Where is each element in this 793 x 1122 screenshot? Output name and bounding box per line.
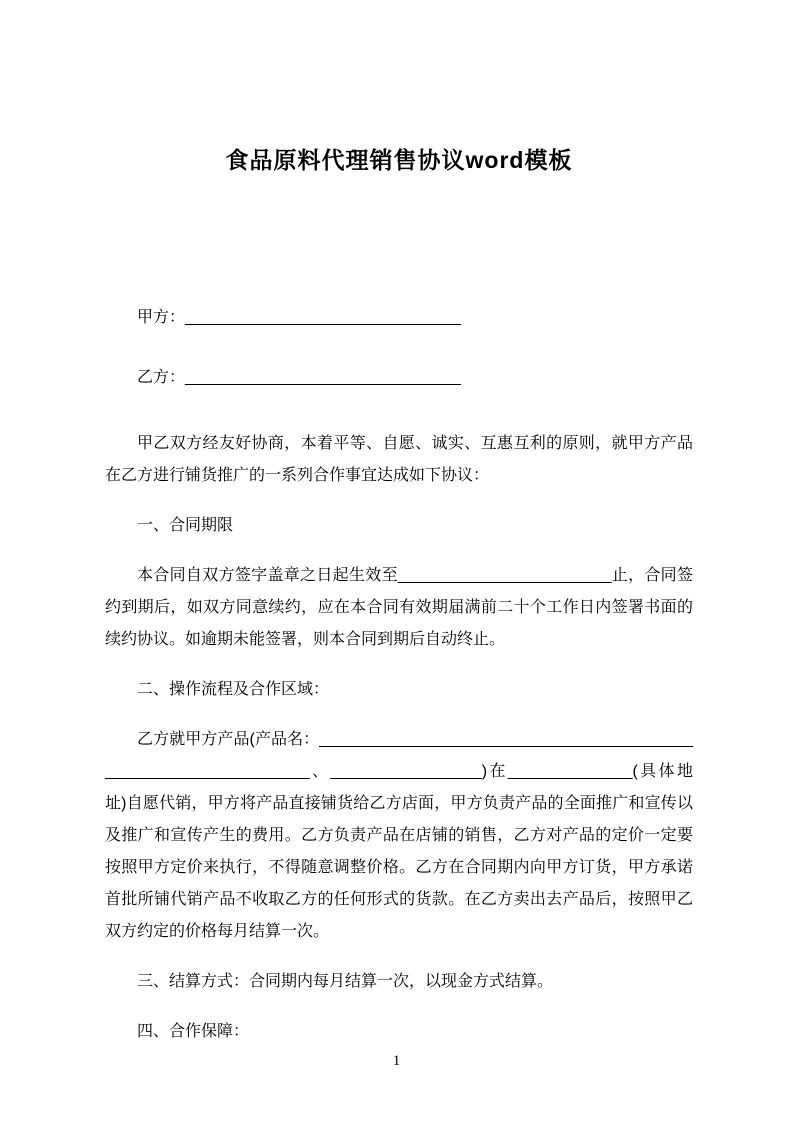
document-title: 食品原料代理销售协议word模板: [225, 147, 573, 173]
section2-heading: 二、操作流程及合作区域：: [137, 680, 330, 698]
section1-heading: 一、合同期限: [137, 516, 234, 534]
section1-body: 本合同自双方签字盖章之日起生效至________________________止，合同签约到期后，如双方同意续约，应在本合同有效期届满前二十个工作日内签署书面的续约协议。如逾期未能签署，则本合同到期后自动终止。: [105, 566, 693, 648]
document-content: [105, 0, 693, 1066]
section3-body: 三、结算方式：合同期内每月结算一次，以现金方式结算。: [137, 972, 554, 990]
page-number: 1: [392, 1053, 401, 1069]
section4-heading: 四、合作保障：: [137, 1022, 250, 1040]
party-b-line: 乙方：_______________________________: [137, 369, 461, 387]
party-block: [105, 307, 693, 390]
section2-body: 乙方就甲方产品(产品名：_________________________________________________________________、_________________)在______________(具体地址)自愿代销，甲方将产品直接铺货给乙方店面，甲方负责产品的全面推广和宣传以及推广和宣传产生的费用。乙方负责产品在店铺的销售，乙方对产品的定价一定要按照甲方定价来执行，不得随意调整价格。乙方在合同期内向甲方订货，甲方承诺首批所铺代销产品不收取乙方的任何形式的货款。在乙方卖出去产品后，按照甲乙双方约定的价格每月结算一次。: [105, 730, 693, 940]
party-a-line: 甲方：_______________________________: [137, 309, 461, 326]
intro-paragraph: 甲乙双方经友好协商，本着平等、自愿、诚实、互惠互利的原则，就甲方产品在乙方进行铺货推广的一系列合作事宜达成如下协议：: [105, 434, 693, 484]
